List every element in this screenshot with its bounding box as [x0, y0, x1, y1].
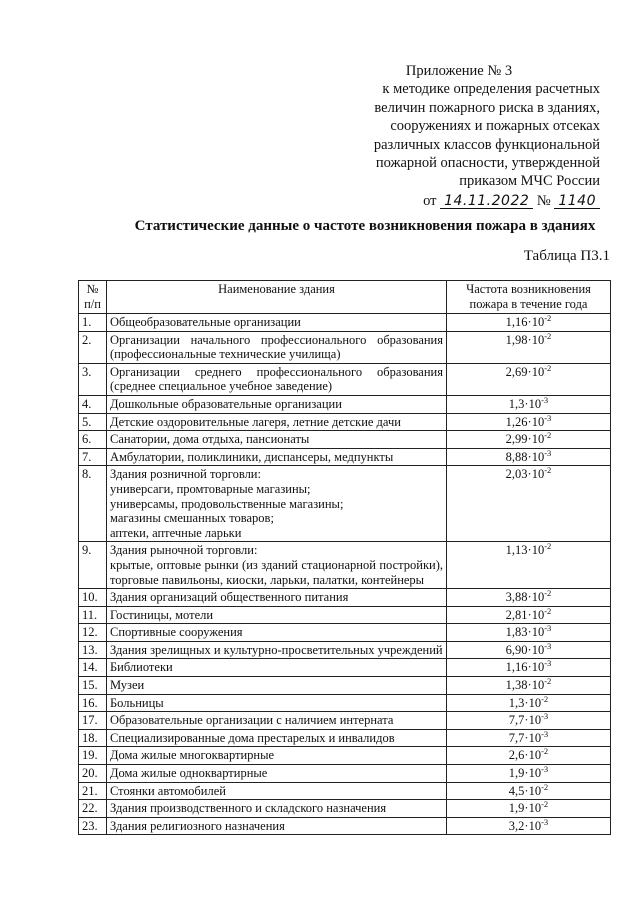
frequency-mantissa: 4,5·10: [508, 783, 542, 798]
table-row: [79, 606, 611, 624]
row-building-name: [107, 765, 447, 783]
frequency-mantissa: 8,88·10: [505, 449, 545, 464]
row-building-name: [107, 729, 447, 747]
row-number: 2.: [79, 331, 107, 363]
row-building-name: [107, 606, 447, 624]
frequency-mantissa: 2,81·10: [505, 607, 545, 622]
row-frequency: [447, 641, 611, 659]
table-row: [79, 800, 611, 818]
row-name-text: Спортивные сооружения: [110, 625, 243, 640]
row-building-name: [107, 413, 447, 431]
frequency-exponent: -2: [544, 541, 552, 552]
header-name: Наименование здания: [107, 281, 447, 314]
row-frequency: [447, 712, 611, 730]
frequency-exponent: -2: [544, 330, 552, 341]
number-prefix: №: [536, 192, 551, 209]
frequency-exponent: -2: [541, 693, 549, 704]
row-building-name: [107, 677, 447, 695]
row-frequency: [447, 677, 611, 695]
table-label: Таблица П3.1: [523, 248, 610, 264]
row-frequency: [447, 466, 611, 542]
row-frequency: [447, 659, 611, 677]
table-row: [79, 331, 611, 363]
row-name-text: Здания религиозного назначения: [110, 818, 285, 833]
row-number: 1.: [79, 314, 107, 332]
frequency-exponent: -2: [544, 430, 552, 440]
row-building-name: [107, 782, 447, 800]
appendix-line: Приложение № 3: [405, 63, 513, 79]
table-row: [79, 677, 611, 695]
frequency-exponent: -3: [544, 640, 552, 651]
frequency-exponent: -2: [544, 312, 552, 323]
frequency-mantissa: 1,3·10: [508, 695, 542, 710]
table-row: [79, 765, 611, 783]
row-number: 17.: [79, 712, 107, 730]
row-frequency: [447, 431, 611, 449]
row-frequency: [447, 694, 611, 712]
frequency-mantissa: 1,83·10: [505, 625, 545, 640]
row-frequency: [447, 363, 611, 395]
frequency-mantissa: 2,69·10: [505, 364, 545, 379]
row-number: 5.: [79, 413, 107, 431]
frequency-mantissa: 6,90·10: [505, 642, 545, 657]
frequency-mantissa: 1,13·10: [505, 543, 545, 558]
row-frequency: [447, 765, 611, 783]
row-frequency: [447, 448, 611, 466]
row-name-text: Детские оздоровительные лагеря, летние детские дачи: [110, 414, 401, 429]
frequency-exponent: -3: [541, 394, 549, 405]
row-frequency: [447, 413, 611, 431]
row-name-text: Дома жилые многоквартирные: [110, 748, 275, 763]
frequency-exponent: -2: [541, 746, 549, 757]
row-building-name: [107, 589, 447, 607]
row-building-name: [107, 314, 447, 332]
row-number: 3.: [79, 363, 107, 395]
row-name-text: Здания рыночной торговли: крытые, оптовые рынки (из зданий стационарной постройки), торговые павильоны, киоски, ларьки, палатки, контейнеры: [110, 543, 443, 587]
row-name-text: Организации начального профессионального образования (профессиональные технические училища): [110, 332, 443, 362]
row-name-text: Гостиницы, мотели: [110, 607, 214, 622]
row-building-name: [107, 431, 447, 449]
table-row: [79, 641, 611, 659]
row-number: 15.: [79, 677, 107, 695]
row-frequency: [447, 395, 611, 413]
table-row: [79, 589, 611, 607]
row-name-text: Больницы: [110, 695, 164, 710]
row-frequency: [447, 606, 611, 624]
table-row: [79, 712, 611, 730]
frequency-exponent: -2: [541, 799, 549, 810]
frequency-mantissa: 1,16·10: [505, 660, 545, 675]
row-number: 16.: [79, 694, 107, 712]
row-building-name: [107, 641, 447, 659]
row-name-text: Музеи: [110, 678, 145, 693]
row-number: 23.: [79, 817, 107, 835]
appendix-line: сооружениях и пожарных отсеках: [390, 118, 600, 135]
table-row: [79, 395, 611, 413]
row-name-text: Санатории, дома отдыха, пансионаты: [110, 432, 310, 447]
frequency-exponent: -3: [544, 623, 552, 634]
row-building-name: [107, 448, 447, 466]
row-name-text: Здания зрелищных и культурно-просветительных учреждений: [110, 642, 443, 657]
frequency-mantissa: 3,88·10: [505, 590, 545, 605]
header-num: № п/п: [79, 281, 107, 314]
row-number: 12.: [79, 624, 107, 642]
table-row: [79, 747, 611, 765]
table-row: [79, 694, 611, 712]
table-row: [79, 729, 611, 747]
row-frequency: [447, 331, 611, 363]
row-number: 18.: [79, 729, 107, 747]
row-name-text: Амбулатории, поликлиники, диспансеры, медпункты: [110, 449, 394, 464]
row-frequency: [447, 782, 611, 800]
table-row: [79, 314, 611, 332]
table-row: [79, 363, 611, 395]
appendix-line: различных классов функциональной: [373, 136, 600, 153]
frequency-exponent: -2: [544, 465, 552, 476]
row-number: 6.: [79, 431, 107, 449]
frequency-exponent: -3: [541, 728, 549, 739]
frequency-mantissa: 1,26·10: [505, 414, 545, 429]
table-row: [79, 624, 611, 642]
row-number: 22.: [79, 800, 107, 818]
frequency-exponent: -3: [544, 412, 552, 423]
frequency-exponent: -3: [541, 816, 549, 827]
frequency-mantissa: 2,6·10: [508, 748, 542, 763]
row-building-name: [107, 659, 447, 677]
frequency-mantissa: 1,9·10: [508, 801, 542, 816]
frequency-exponent: -3: [541, 763, 549, 774]
row-building-name: [107, 466, 447, 542]
frequency-exponent: -3: [544, 658, 552, 669]
table-row: [79, 782, 611, 800]
frequency-exponent: -2: [541, 781, 549, 792]
frequency-mantissa: 7,7·10: [508, 730, 542, 745]
row-building-name: [107, 712, 447, 730]
row-building-name: [107, 363, 447, 395]
row-building-name: [107, 331, 447, 363]
row-name-text: Библиотеки: [110, 660, 173, 675]
frequency-mantissa: 1,3·10: [508, 396, 542, 411]
frequency-mantissa: 1,9·10: [508, 766, 542, 781]
row-number: 7.: [79, 448, 107, 466]
appendix-line: к методике определения расчетных: [382, 81, 600, 98]
row-building-name: [107, 395, 447, 413]
row-building-name: [107, 694, 447, 712]
handwritten-date: 14.11.2022: [440, 194, 533, 209]
frequency-mantissa: 1,16·10: [505, 315, 545, 329]
frequency-mantissa: 3,2·10: [508, 818, 542, 833]
appendix-block: [340, 62, 600, 210]
row-name-text: Образовательные организации с наличием интерната: [110, 713, 394, 728]
frequency-mantissa: 2,03·10: [505, 467, 545, 482]
row-number: 11.: [79, 606, 107, 624]
row-number: 20.: [79, 765, 107, 783]
appendix-line: приказом МЧС России: [459, 173, 600, 190]
appendix-line: величин пожарного риска в зданиях,: [374, 99, 600, 116]
row-name-text: Специализированные дома престарелых и инвалидов: [110, 730, 395, 745]
handwritten-number: 1140: [554, 194, 600, 209]
frequency-exponent: -2: [544, 587, 552, 598]
table-row: [79, 448, 611, 466]
header-frequency: Частота возникновения пожара в течение года: [447, 281, 611, 314]
row-number: 21.: [79, 782, 107, 800]
frequency-mantissa: 2,99·10: [505, 432, 545, 447]
row-frequency: [447, 729, 611, 747]
row-building-name: [107, 800, 447, 818]
frequency-exponent: -2: [544, 675, 552, 686]
row-building-name: [107, 624, 447, 642]
row-name-text: Здания производственного и складского назначения: [110, 801, 387, 816]
row-number: 10.: [79, 589, 107, 607]
row-frequency: [447, 747, 611, 765]
frequency-mantissa: 7,7·10: [508, 713, 542, 728]
row-number: 13.: [79, 641, 107, 659]
frequency-mantissa: 1,38·10: [505, 678, 545, 693]
row-frequency: [447, 624, 611, 642]
row-number: 8.: [79, 466, 107, 542]
order-date-line: [340, 192, 600, 210]
row-number: 4.: [79, 395, 107, 413]
row-name-text: Дошкольные образовательные организации: [110, 396, 342, 411]
row-name-text: Здания организаций общественного питания: [110, 590, 349, 605]
frequency-mantissa: 1,98·10: [505, 332, 545, 347]
table-row: [79, 413, 611, 431]
table-row: [79, 431, 611, 449]
row-number: 9.: [79, 542, 107, 589]
fire-frequency-table: [78, 280, 611, 835]
table-row: [79, 466, 611, 542]
row-name-text: Организации среднего профессионального образования (среднее специальное учебное заведение): [110, 364, 443, 394]
row-frequency: [447, 542, 611, 589]
row-building-name: [107, 817, 447, 835]
row-number: 14.: [79, 659, 107, 677]
table-row: [79, 659, 611, 677]
frequency-exponent: -2: [544, 605, 552, 616]
appendix-line: пожарной опасности, утвержденной: [375, 155, 600, 172]
document-title: Статистические данные о частоте возникновения пожара в зданиях: [134, 218, 596, 234]
frequency-exponent: -2: [544, 362, 552, 373]
date-prefix: от: [423, 192, 437, 209]
row-frequency: [447, 589, 611, 607]
frequency-exponent: -3: [541, 711, 549, 722]
row-frequency: [447, 800, 611, 818]
row-building-name: [107, 542, 447, 589]
row-name-text: Дома жилые одноквартирные: [110, 766, 268, 781]
row-frequency: [447, 817, 611, 835]
row-building-name: [107, 747, 447, 765]
row-name-text: Общеобразовательные организации: [110, 315, 301, 329]
table-row: [79, 542, 611, 589]
row-name-text: Стоянки автомобилей: [110, 783, 226, 798]
row-number: 19.: [79, 747, 107, 765]
frequency-exponent: -3: [544, 447, 552, 458]
row-frequency: [447, 314, 611, 332]
table-row: [79, 817, 611, 835]
table-header-row: [79, 281, 611, 314]
row-name-text: Здания розничной торговли: универсаги, промтоварные магазины; универсамы, продовольственные магазины; магазины смешанных товаров; аптеки, аптечные ларьки: [110, 467, 344, 540]
